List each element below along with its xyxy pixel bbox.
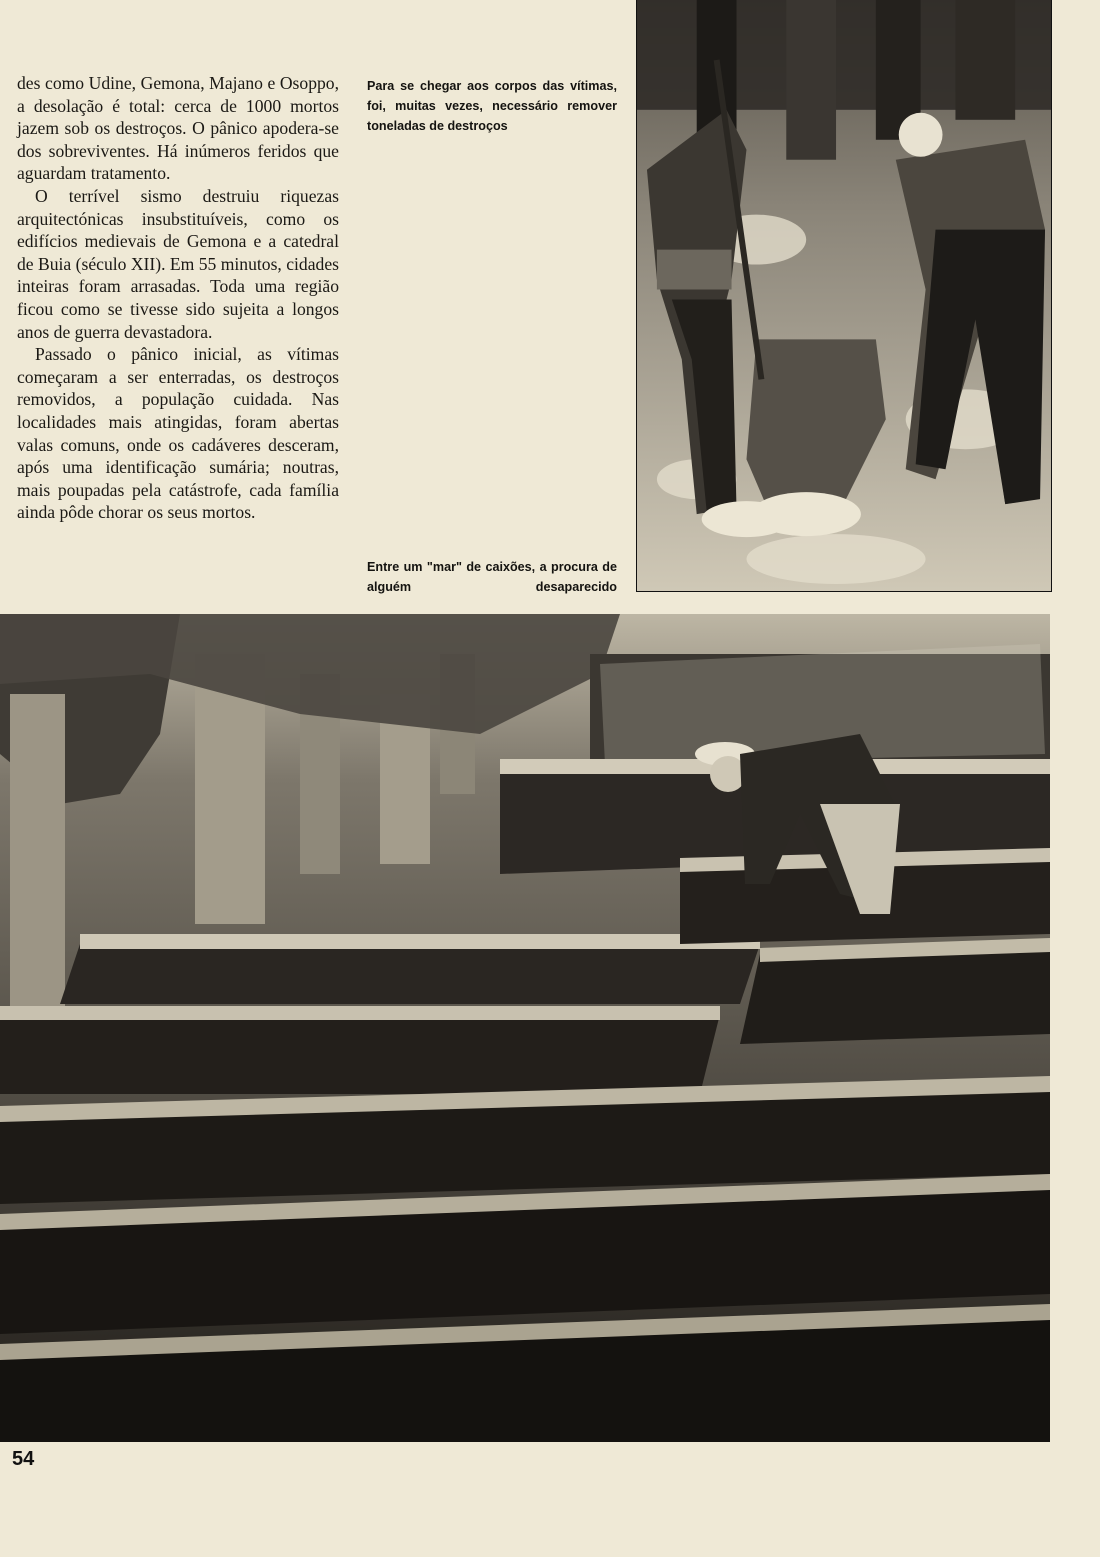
photo-caption-coffins: Entre um "mar" de caixões, a procura de alguém desaparecido bbox=[367, 560, 617, 594]
article-text-column bbox=[17, 72, 339, 524]
page-number: 54 bbox=[12, 1448, 35, 1470]
coffins-photo bbox=[0, 614, 1050, 1442]
article-paragraph: O terrível sismo destruiu riquezas arquitectónicas insubstituíveis, como os edifícios medievais de Gemona e a catedral de Buia (século XII). Em 55 minutos, cidades inteiras foram arrasadas. Toda uma região ficou como se tivesse sido sujeita a longos anos de guerra devastadora. bbox=[17, 185, 339, 342]
article-paragraph: des como Udine, Gemona, Majano e Osoppo, a desolação é total: cerca de 1000 mortos jazem sob os destroços. O pânico apodera-se dos sobreviventes. Há inúmeros feridos que aguardam tratamento. bbox=[17, 73, 339, 184]
article-paragraph: Passado o pânico inicial, as vítimas começaram a ser enterradas, os destroços removidos, a população cuidada. Nas localidades mais atingidas, foram abertas valas comuns, onde os cadáveres desceram, após uma identificação sumária; noutras, mais poupadas pela catástrofe, cada família ainda pôde chorar os seus mortos. bbox=[17, 344, 339, 523]
rescue-photo bbox=[636, 0, 1052, 592]
photo-caption-rescue: Para se chegar aos corpos das vítimas, foi, muitas vezes, necessário remover toneladas de destroços bbox=[367, 79, 617, 133]
coffins-photo-image bbox=[0, 614, 1050, 1442]
rescue-photo-image bbox=[637, 0, 1051, 591]
